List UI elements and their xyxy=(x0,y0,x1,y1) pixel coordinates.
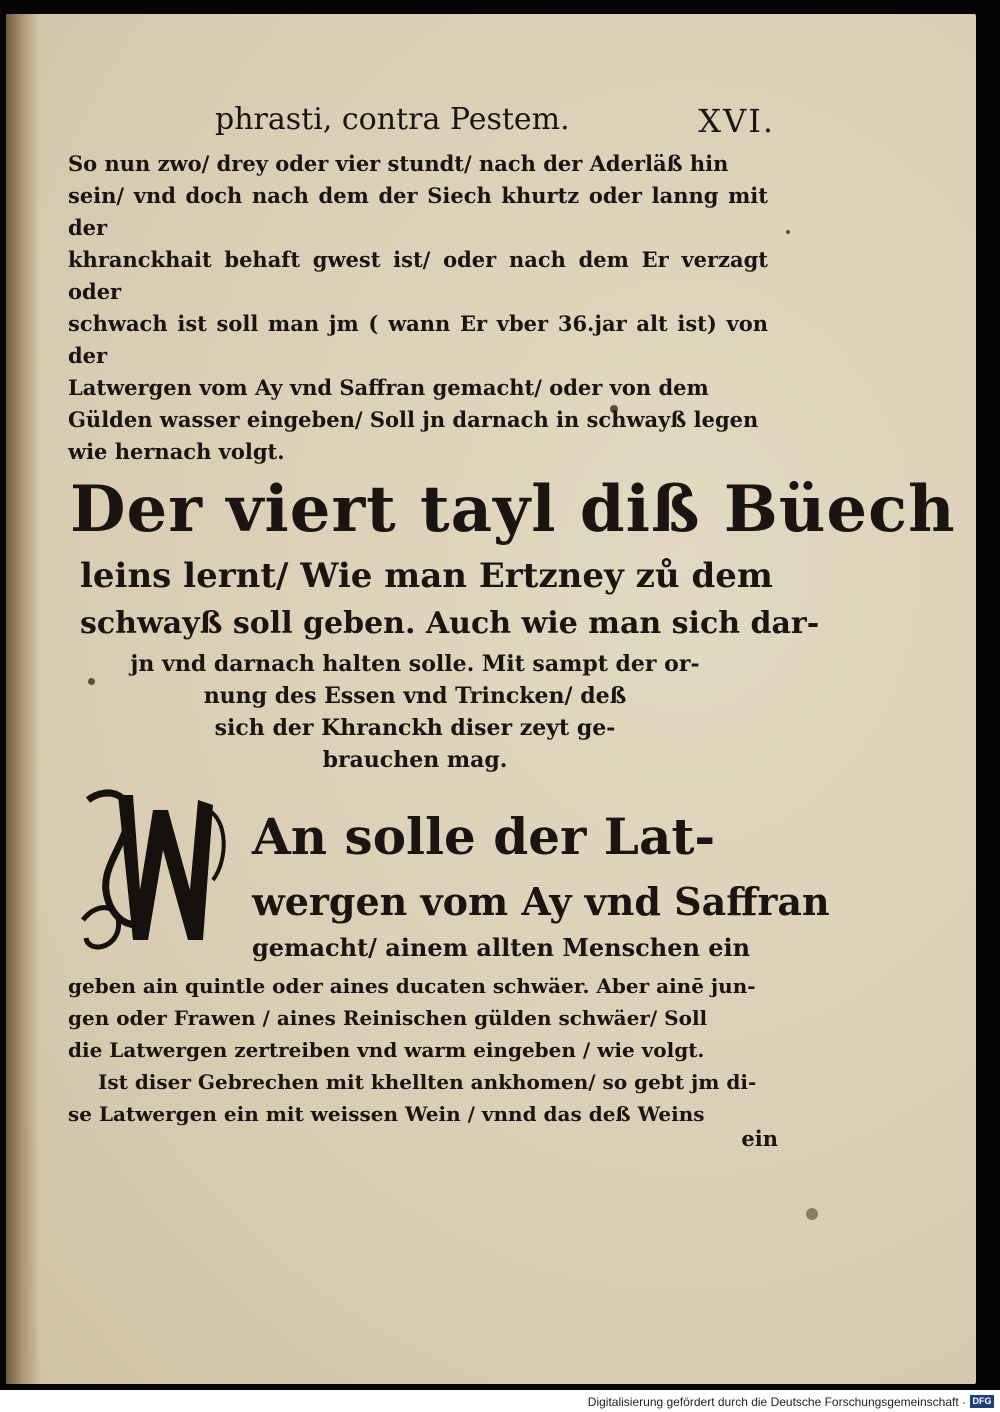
paragraph-2 xyxy=(68,970,768,1130)
initial-line: An solle der Lat- xyxy=(252,807,716,866)
running-head-title: phrasti, contra Pestem. xyxy=(215,102,570,137)
text-line: gen oder Frawen / aines Reinischen gülden schwäer/ Soll xyxy=(68,1006,708,1030)
initial-line: wergen vom Ay vnd Saffran xyxy=(252,879,830,924)
initial-line: gemacht/ ainem allten Menschen ein xyxy=(252,933,751,962)
subheading-line: sich der Khranckh diser zeyt ge- xyxy=(214,715,616,741)
initial-lines xyxy=(252,800,830,966)
initial-flourish-icon xyxy=(78,780,248,960)
text-line: Gülden wasser eingeben/ Soll jn darnach in schwayß legen xyxy=(68,407,759,432)
chapter-heading: Der viert tayl diß Büech xyxy=(70,472,956,547)
subheading-line: brauchen mag. xyxy=(322,747,508,773)
dfg-logo-icon: DFG xyxy=(970,1395,994,1408)
text-line: wie hernach volgt. xyxy=(68,439,285,464)
chapter-subheading xyxy=(80,552,820,776)
text-line: khranckhait behaft gwest ist/ oder nach dem Er verzagt oder xyxy=(68,247,768,304)
text-line: Latwergen vom Ay vnd Saffran gemacht/ oder von dem xyxy=(68,375,709,400)
running-head xyxy=(215,102,775,146)
subheading-line: leins lernt/ Wie man Ertzney zů dem xyxy=(80,556,773,596)
text-line: geben ain quintle oder aines ducaten schwäer. Aber ainē jun- xyxy=(68,974,756,998)
folio-number: XVI. xyxy=(698,102,775,140)
subheading-line: schwayß soll geben. Auch wie man sich dar- xyxy=(80,606,820,641)
funding-credit: Digitalisierung gefördert durch die Deutsche Forschungsgemeinschaft · xyxy=(587,1395,966,1409)
paragraph-1 xyxy=(68,148,768,468)
subheading-line: jn vnd darnach halten solle. Mit sampt der or- xyxy=(130,651,700,677)
text-line: Ist diser Gebrechen mit khellten ankhomen/ so gebt jm di- xyxy=(98,1070,757,1094)
subheading-line: nung des Essen vnd Trincken/ deß xyxy=(203,683,627,709)
text-line: So nun zwo/ drey oder vier stundt/ nach der Aderläß hin xyxy=(68,151,729,176)
catchword: ein xyxy=(741,1126,778,1151)
text-line: se Latwergen ein mit weissen Wein / vnnd das deß Weins xyxy=(68,1102,705,1126)
text-line: die Latwergen zertreiben vnd warm eingeben / wie volgt. xyxy=(68,1038,705,1062)
decorated-initial xyxy=(78,780,248,960)
page-gutter-shadow xyxy=(6,14,40,1384)
text-line: sein/ vnd doch nach dem der Siech khurtz oder lanng mit der xyxy=(68,183,768,240)
text-line: schwach ist soll man jm ( wann Er vber 36.jar alt ist) von der xyxy=(68,311,768,368)
